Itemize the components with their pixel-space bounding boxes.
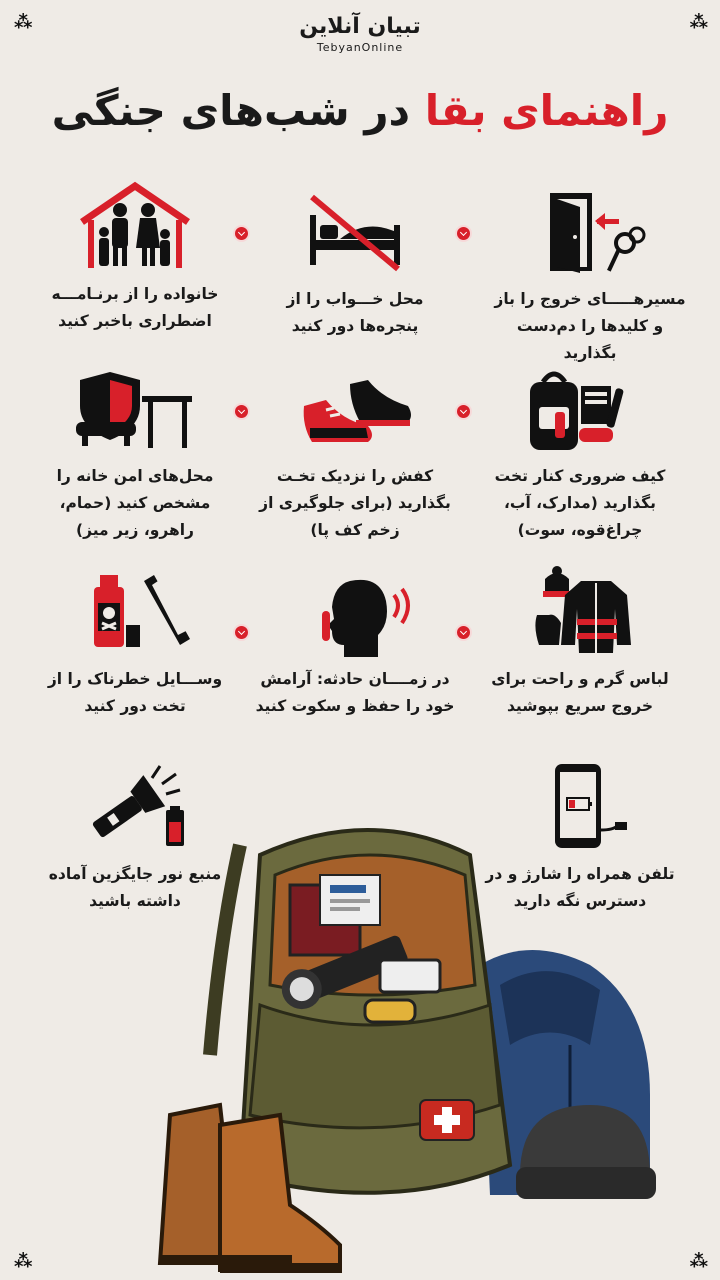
chevron-bullet-icon [233,225,250,242]
shield-bathtub-table-icon [70,362,200,457]
chevron-bullet-icon [455,403,472,420]
tip-warm-clothes [480,565,680,720]
brand-name-fa: تبیان آنلاین [299,14,421,39]
tip-safe-places [35,362,235,544]
tip-text: خانواده را از برنـامـــه اضطراری باخبر کنید [51,285,219,331]
tip-text: کفش را نزدیک تخـت بگذارید (برای جلوگیری از زخم کف پا) [259,467,451,540]
poison-knife-icon [70,565,200,660]
tip-text: مسیرهـــــای خروج را باز و کلیدها را دم‌دست بگذارید [494,290,686,363]
tip-bed-away-window [255,185,455,340]
exit-door-keys-icon [525,185,655,280]
brand-logo [0,14,720,54]
brand-name-en: TebyanOnline [316,41,404,54]
chevron-bullet-icon [455,225,472,242]
tip-text: محل خـــواب را از پنجره‌ها دور کنید [286,290,424,336]
tip-text: منبع نور جایگزین آماده داشته باشید [48,865,222,911]
corner-ornament: ⁂ [14,1251,31,1272]
tip-text: لباس گرم و راحت برای خروج سریع بپوشید [491,670,669,716]
silence-person-icon [290,565,420,660]
tip-dangerous-items [35,565,235,720]
corner-ornament: ⁂ [689,1251,706,1272]
tip-text: محل‌های امن خانه را مشخص کنید (حمام، راهرو، زیر میز) [56,467,214,540]
page-title [0,86,720,135]
tip-text: در زمــــان حادثه: آرامش خود را حفظ و سکوت کنید [255,670,455,716]
backpack-illustration [150,815,670,1275]
tip-text: تلفن همراه را شارژ و در دسترس نگه دارید [485,865,675,911]
title-red-part: راهنمای بقا [424,86,669,135]
tip-keep-calm [255,565,455,720]
tip-emergency-bag [480,362,680,544]
chevron-bullet-icon [233,624,250,641]
tip-text: وســـایل خطرناک را از تخت دور کنید [47,670,223,716]
corner-ornament: ⁂ [689,12,706,33]
emergency-bag-icon [515,362,645,457]
tip-shoes [255,362,455,544]
family-house-icon [70,180,200,275]
warm-clothes-icon [515,565,645,660]
tip-inform-family [35,180,235,335]
chevron-bullet-icon [455,624,472,641]
sneakers-icon [290,362,420,457]
corner-ornament: ⁂ [14,12,31,33]
title-black-part: در شب‌های جنگی [51,86,411,135]
bed-crossed-icon [290,185,420,280]
tip-exit-routes [490,185,690,367]
chevron-bullet-icon [233,403,250,420]
tip-text: کیف ضروری کنار تخت بگذارید (مدارک، آب، چراغ‌قوه، سوت) [494,467,666,540]
